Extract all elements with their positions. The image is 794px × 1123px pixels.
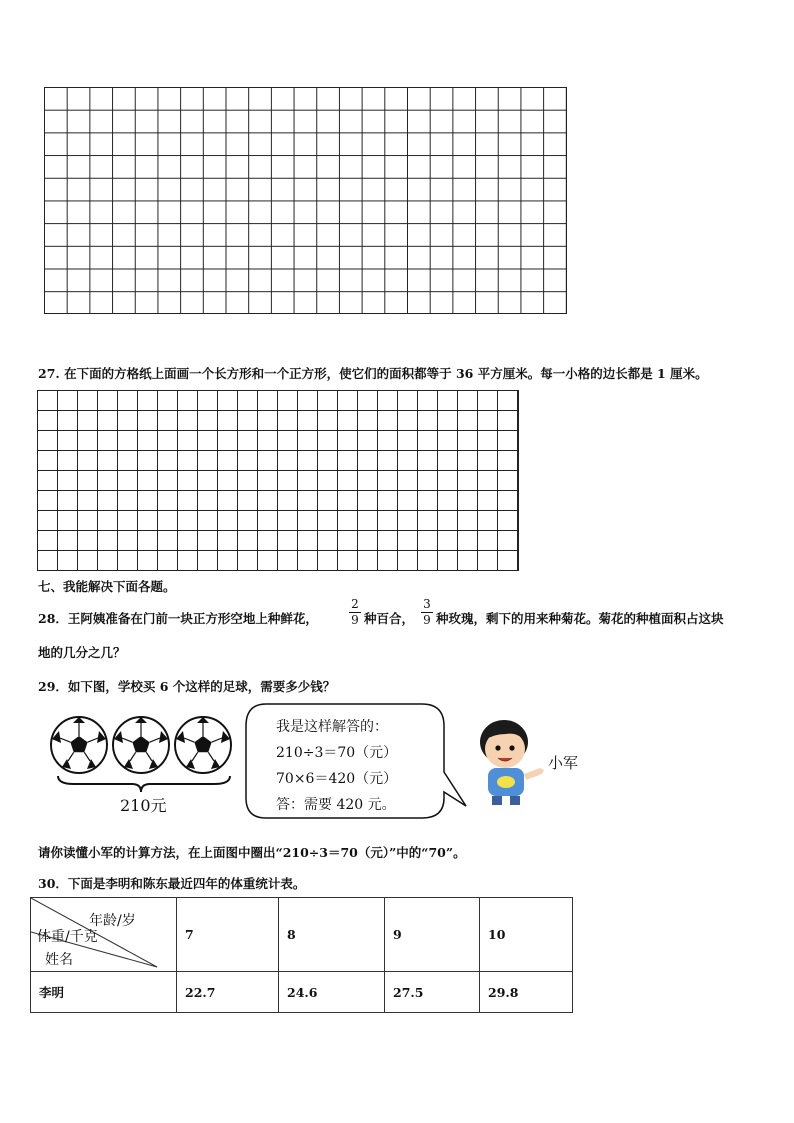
bubble-line-3: 70×6＝420（元）: [276, 771, 398, 787]
soccer-ball-icon: [51, 717, 107, 773]
question-28-part2: 种百合，: [364, 611, 415, 626]
weight-cell: 27.5: [385, 972, 480, 1013]
weight-table: [30, 897, 573, 1013]
bubble-line-2: 210÷3＝70（元）: [276, 745, 398, 761]
grid-paper-top: [44, 87, 567, 314]
bubble-line-1: 我是这样解答的：: [276, 719, 388, 735]
row-name: 李明: [31, 972, 177, 1013]
bubble-line-4: 答：需要 420 元。: [276, 797, 396, 813]
weight-cell: 24.6: [279, 972, 385, 1013]
soccer-ball-icon: [113, 717, 169, 773]
fraction-denominator: 9: [351, 613, 359, 627]
header-age: 10: [480, 898, 573, 972]
header-age: 8: [279, 898, 385, 972]
question-28-line2: 地的几分之几？: [38, 645, 126, 660]
header-age: 7: [177, 898, 279, 972]
header-age-label: 年龄/岁: [89, 913, 136, 929]
soccer-ball-icon: [175, 717, 231, 773]
curly-brace: [58, 776, 230, 792]
question-29: 29．如下图，学校买 6 个这样的足球，需要多少钱？: [38, 679, 336, 694]
question-27: 27. 在下面的方格纸上面画一个长方形和一个正方形，使它们的面积都等于 36 平方厘米。每一小格的边长都是 1 厘米。: [38, 366, 708, 381]
fraction-denominator: 9: [423, 613, 431, 627]
fraction-numerator: 3: [423, 597, 431, 611]
question-28-part1: 28．王阿姨准备在门前一块正方形空地上种鲜花，: [38, 611, 318, 626]
character-name: 小军: [548, 754, 579, 772]
fraction-numerator: 2: [351, 597, 359, 611]
fraction-3-9: [420, 598, 434, 627]
question-30: 30．下面是李明和陈东最近四年的体重统计表。: [38, 876, 306, 891]
boy-character-illustration: [470, 712, 550, 807]
grid-paper-q27: [37, 390, 519, 571]
weight-cell: 22.7: [177, 972, 279, 1013]
fraction-2-9: [348, 598, 362, 627]
section-7-title: 七、我能解决下面各题。: [38, 579, 176, 594]
header-name-label: 姓名: [45, 952, 73, 968]
header-weight-label: 体重/千克: [37, 929, 98, 945]
question-29-instruction: 请你读懂小军的计算方法，在上面图中圈出“210÷3＝70（元）”中的“70”。: [38, 845, 466, 860]
weight-cell: 29.8: [480, 972, 573, 1013]
question-28-part3: 种玫瑰，剩下的用来种菊花。菊花的种植面积占这块: [436, 611, 724, 626]
price-label: 210元: [120, 796, 167, 815]
header-age: 9: [385, 898, 480, 972]
diagonal-header-cell: [31, 898, 177, 972]
